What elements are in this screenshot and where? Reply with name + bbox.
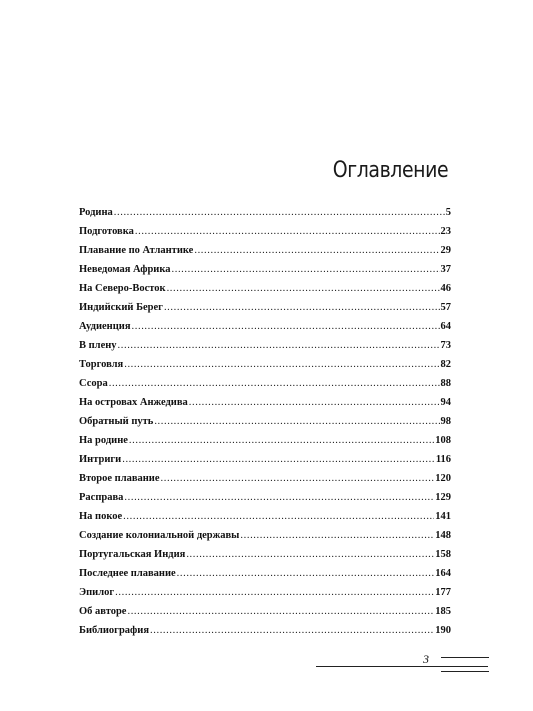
toc-dot-leader [154,412,439,431]
toc-entry-title: Второе плавание [79,473,160,484]
toc-entry [79,507,451,526]
toc-entry-title: Обратный путь [79,416,154,427]
toc-entry [79,526,451,545]
toc-entry [79,488,451,507]
toc-dot-leader [186,545,434,564]
toc-entry-title: Об авторе [79,606,127,617]
toc-entry-page: 98 [440,416,451,427]
toc-entry-title: Создание колониальной державы [79,530,240,541]
toc-dot-leader [194,241,439,260]
toc-entry-page: 129 [435,492,451,503]
footer-decorative-line [441,657,489,658]
toc-entry-page: 23 [440,226,451,237]
toc-dot-leader [129,431,434,450]
toc-entry-title: Португальская Индия [79,549,186,560]
toc-entry-title: Интриги [79,454,122,465]
toc-entry-title: Плавание по Атлантике [79,245,194,256]
toc-entry [79,412,451,431]
toc-entry-page: 64 [440,321,451,332]
toc-entry [79,621,451,640]
toc-entry-title: Неведомая Африка [79,264,171,275]
toc-entry-title: Родина [79,207,113,218]
toc-entry-title: В плену [79,340,117,351]
toc-dot-leader [132,317,440,336]
toc-dot-leader [164,298,440,317]
toc-entry-page: 73 [440,340,451,351]
toc-heading: Оглавление [332,158,448,183]
toc-entry-title: На Северо-Восток [79,283,166,294]
toc-entry-page: 29 [440,245,451,256]
toc-entry [79,260,451,279]
toc-entry-title: Подготовка [79,226,134,237]
footer-decorative-line [441,671,489,672]
toc-dot-leader [135,222,440,241]
toc-entry-title: На покое [79,511,123,522]
toc-entry-page: 88 [440,378,451,389]
toc-entry [79,431,451,450]
toc-entry [79,393,451,412]
toc-dot-leader [114,203,445,222]
toc-dot-leader [161,469,435,488]
toc-entry-page: 185 [435,606,451,617]
toc-entry-title: Аудиенция [79,321,131,332]
toc-entry-page: 82 [440,359,451,370]
toc-entry [79,336,451,355]
toc-entry-title: На родине [79,435,128,446]
toc-dot-leader [122,450,435,469]
toc-entry-title: Ссора [79,378,108,389]
toc-entry [79,317,451,336]
toc-dot-leader [172,260,440,279]
toc-entry-title: Расправа [79,492,124,503]
toc-dot-leader [123,507,434,526]
toc-entry [79,545,451,564]
toc-entry [79,298,451,317]
toc-entry [79,374,451,393]
toc-entry-page: 177 [435,587,451,598]
toc-dot-leader [240,526,434,545]
toc-entry [79,469,451,488]
toc-entry [79,279,451,298]
page-number: 3 [423,652,429,666]
toc-entry-page: 37 [440,264,451,275]
toc-entry [79,355,451,374]
toc-entry-title: Эпилог [79,587,115,598]
toc-entry-title: Индийский Берег [79,302,163,313]
toc-entry-page: 108 [435,435,451,446]
toc-entry-title: На островах Анжедива [79,397,188,408]
toc-dot-leader [177,564,435,583]
toc-dot-leader [127,602,434,621]
toc-entry-page: 164 [435,568,451,579]
toc-entry-page: 190 [435,625,451,636]
toc-entry [79,222,451,241]
toc-dot-leader [150,621,434,640]
toc-dot-leader [124,355,439,374]
footer-rule [316,666,488,667]
toc-entry-page: 116 [435,454,451,465]
toc-entry [79,203,451,222]
toc-entry-page: 148 [435,530,451,541]
toc-entry [79,564,451,583]
toc-entry-title: Торговля [79,359,124,370]
toc-entry-title: Библиография [79,625,150,636]
toc-entry-page: 46 [440,283,451,294]
toc-dot-leader [124,488,434,507]
toc-entry-page: 94 [440,397,451,408]
toc-dot-leader [118,336,440,355]
toc-entry-title: Последнее плавание [79,568,176,579]
toc-dot-leader [109,374,440,393]
toc-entry [79,583,451,602]
toc-entry [79,602,451,621]
toc-entry-page: 120 [435,473,451,484]
toc-entry-page: 57 [440,302,451,313]
toc-dot-leader [115,583,434,602]
table-of-contents [79,203,451,640]
toc-entry [79,241,451,260]
toc-dot-leader [167,279,440,298]
toc-entry [79,450,451,469]
toc-entry-page: 141 [435,511,451,522]
toc-entry-page: 158 [435,549,451,560]
toc-entry-page: 5 [445,207,451,218]
toc-dot-leader [189,393,440,412]
